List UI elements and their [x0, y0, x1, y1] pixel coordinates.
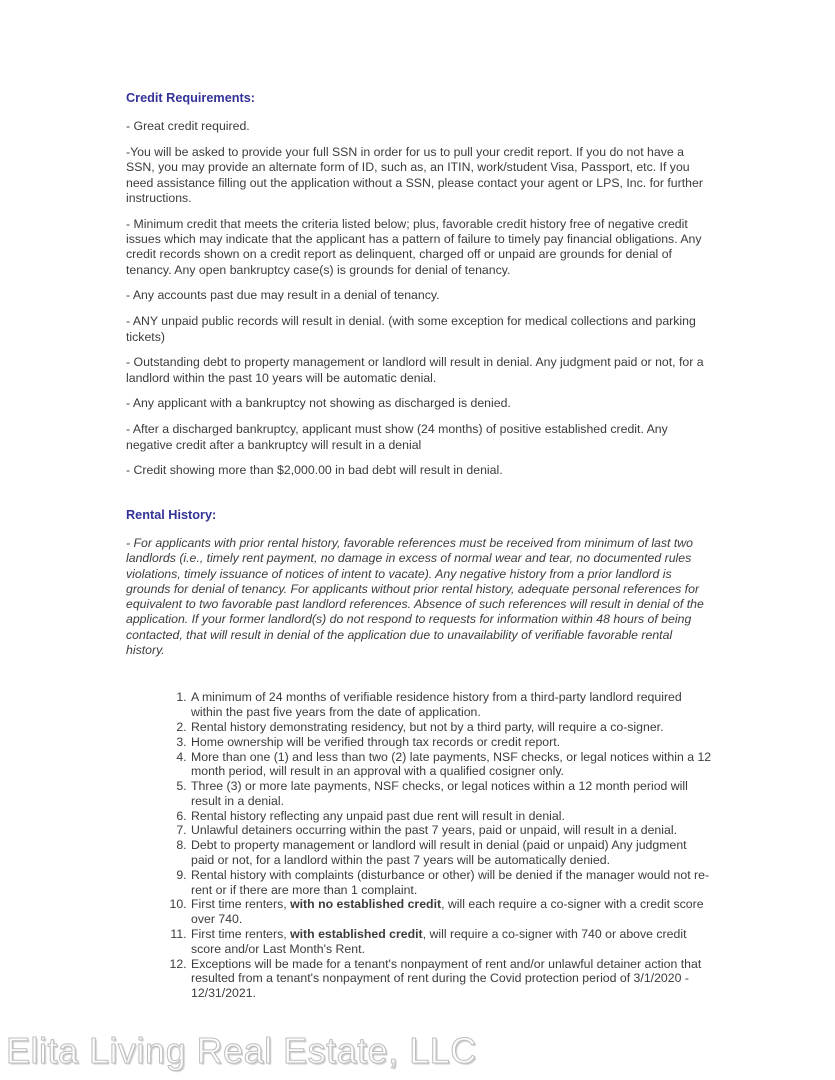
credit-paragraphs	[126, 119, 712, 478]
credit-requirements-section	[126, 91, 712, 479]
credit-paragraph: - Any accounts past due may result in a denial of tenancy.	[126, 288, 440, 303]
credit-requirements-heading: Credit Requirements:	[126, 91, 256, 105]
rental-history-section	[126, 508, 712, 1001]
page-content	[126, 91, 712, 1001]
rental-criteria-item	[190, 690, 712, 720]
watermark-text: Elita Living Real Estate, LLC	[6, 1030, 477, 1071]
rental-history-heading: Rental History:	[126, 507, 217, 522]
credit-paragraph: -You will be asked to provide your full SSN in order for us to pull your credit report. If you do not have a SSN, you may provide an alternate form of ID, such as, an ITIN, work/student Visa, Passport, etc. If you need assistance filling out the application without a SSN, please contact your agent or LPS, Inc. for further instructions.	[126, 145, 703, 205]
text-run: More than one (1) and less than two (2) late payments, NSF checks, or legal notices within a 12 month period, will result in an approval with a qualified cosigner only.	[191, 749, 712, 779]
credit-paragraph: - Outstanding debt to property management or landlord will result in denial. Any judgment paid or not, for a landlord within the past 10 years will be automatic denial.	[126, 355, 704, 385]
rental-criteria-item	[190, 779, 712, 809]
credit-paragraph: - Great credit required.	[126, 119, 250, 134]
text-run: Exceptions will be made for a tenant's nonpayment of rent and/or unlawful detainer action that resulted from a tenant's nonpayment of rent during the Covid protection period of 3/1/2020 - 12/31/2021.	[191, 956, 702, 1001]
rental-criteria-item	[190, 927, 712, 957]
rental-criteria-item	[190, 897, 712, 927]
rental-criteria-item	[190, 823, 712, 838]
credit-paragraph: - Credit showing more than $2,000.00 in bad debt will result in denial.	[126, 463, 503, 478]
rental-criteria-item	[190, 750, 712, 780]
text-run: Unlawful detainers occurring within the past 7 years, paid or unpaid, will result in a denial.	[191, 823, 677, 838]
credit-paragraph: - ANY unpaid public records will result in denial. (with some exception for medical collections and parking tickets)	[126, 314, 696, 344]
credit-paragraph: - Any applicant with a bankruptcy not showing as discharged is denied.	[126, 396, 511, 411]
rental-criteria-item	[190, 838, 712, 868]
text-run: Three (3) or more late payments, NSF checks, or legal notices within a 12 month period will result in a denial.	[191, 779, 688, 808]
text-run: A minimum of 24 months of verifiable residence history from a third-party landlord required within the past five years from the date of application.	[191, 690, 682, 720]
rental-criteria-item	[190, 735, 712, 750]
text-run: First time renters,	[191, 927, 291, 942]
rental-criteria-item	[190, 720, 712, 735]
rental-criteria-item	[190, 957, 712, 1001]
rental-criteria-item	[190, 868, 712, 898]
credit-paragraph: - After a discharged bankruptcy, applicant must show (24 months) of positive established credit. Any negative credit after a bankruptcy will result in a denial	[126, 422, 668, 452]
text-run: , will each require a co-signer with a credit score over 740.	[191, 897, 704, 927]
text-run: Rental history with complaints (disturbance or other) will be denied if the manager would not re-rent or if there are more than 1 complaint.	[191, 867, 710, 897]
text-run: Rental history reflecting any unpaid past due rent will result in denial.	[191, 808, 565, 823]
rental-criteria-item	[190, 809, 712, 824]
credit-paragraph: - Minimum credit that meets the criteria listed below; plus, favorable credit history free of negative credit issues which may indicate that the applicant has a pattern of failure to timely pay financial obligations. Any credit records shown on a credit report as delinquent, charged off or unpaid are grounds for denial of tenancy. Any open bankruptcy case(s) is grounds for denial of tenancy.	[126, 216, 702, 277]
rental-intro-paragraph: - For applicants with prior rental history, favorable references must be received from minimum of last two landlords (i.e., timely rent payment, no damage in excess of normal wear and tear, no documented rules violations, timely issuance of notices of intent to vacate). Any negative history from a prior landlord is grounds for denial of tenancy. For applicants without prior rental history, adequate personal references for equivalent to two favorable past landlord references. Absence of such references will result in denial of the application. If your former landlord(s) do not respond to requests for information within 48 hours of being contacted, that will result in denial of the application due to unavailability of verifiable favorable rental history.	[126, 535, 704, 658]
text-run: Home ownership will be verified through tax records or credit report.	[191, 734, 561, 749]
rental-criteria-list	[126, 690, 712, 1001]
text-run: Rental history demonstrating residency, but not by a third party, will require a co-signer.	[191, 719, 664, 734]
text-run: , will require a co-signer with 740 or above credit score and/or Last Month's Rent.	[191, 927, 687, 956]
bold-text-run: with established credit	[290, 927, 423, 942]
text-run: Debt to property management or landlord will result in denial (paid or unpaid) Any judgment paid or not, for a landlord within the past 7 years will be automatically denied.	[191, 838, 687, 868]
bold-text-run: with no established credit	[290, 897, 442, 912]
text-run: First time renters,	[191, 897, 291, 912]
